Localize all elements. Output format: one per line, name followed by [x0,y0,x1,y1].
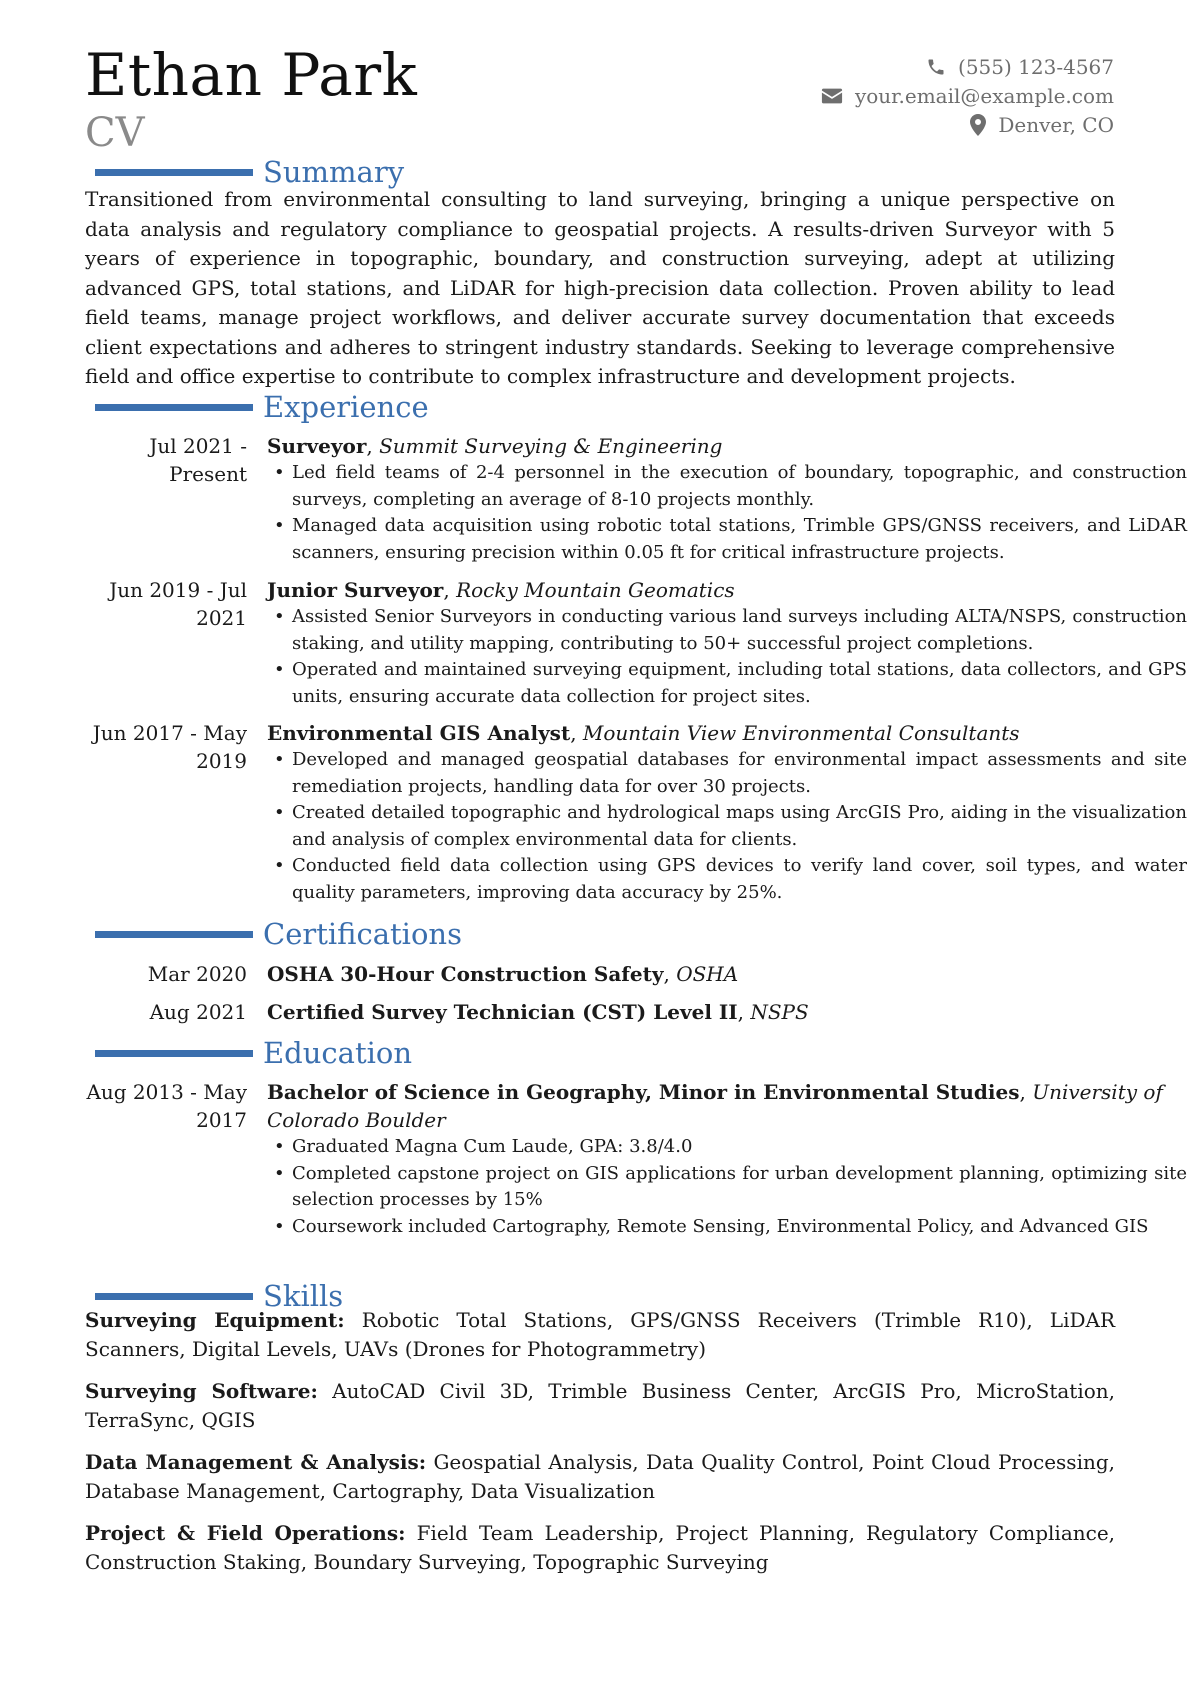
bullet-item: • Led field teams of 2-4 personnel in the execution of boundary, topographic, and construction surveys, completing an average of 8-10 projects monthly. [267,460,1187,513]
entry-date: Aug 2013 - May 2017 [86,1080,247,1132]
entry-date: Jun 2017 - May 2019 [92,721,247,773]
skill-value: Field Team Leadership, Project Planning, Regulatory Compliance, Construction Staking, Boundary Surveying, Topographic Surveying [85,1521,1116,1574]
entry-body: OSHA 30-Hour Construction Safety, OSHA [267,962,739,986]
contact-email [821,81,1114,110]
section-title: Skills [263,1279,344,1313]
section-title: Education [263,1036,413,1070]
bullet-list [267,1134,1187,1240]
skill-item [85,1306,1115,1364]
contact-block [821,52,1114,139]
entry-body [267,576,1187,710]
email-address[interactable]: your.email@example.com [854,83,1114,108]
phone-icon [926,57,946,77]
section-title: Certifications [263,917,462,951]
entry-heading: Junior Surveyor, Rocky Mountain Geomatics [267,578,735,602]
skill-value: Robotic Total Stations, GPS/GNSS Receivers (Trimble R10), LiDAR Scanners, Digital Levels, UAVs (Drones for Photogrammetry) [85,1308,1116,1361]
map-marker-icon [970,114,986,136]
section-accent-bar [95,1293,253,1300]
entry-body [267,719,1187,906]
bullet-list [267,604,1187,710]
skill-item [85,1377,1115,1435]
entry-date: Jun 2019 - Jul 2021 [109,578,247,630]
job-title: Surveyor [267,434,367,458]
section-certifications-heading [95,916,462,952]
employer: Rocky Mountain Geomatics [456,578,735,602]
document-subtitle: CV [85,110,145,156]
skill-item [85,1448,1115,1506]
entry-heading: Surveyor, Summit Surveying & Engineering [267,434,723,458]
bullet-item: • Developed and managed geospatial databases for environmental impact assessments and site remediation projects, handling data for over 30 projects. [267,747,1187,800]
envelope-icon [821,87,843,105]
section-accent-bar [95,1050,253,1057]
bullet-item: • Created detailed topographic and hydrological maps using ArcGIS Pro, aiding in the visualization and analysis of complex environmental data for clients. [267,800,1187,853]
entry-heading: Bachelor of Science in Geography, Minor in Environmental Studies, University of Colorado Boulder [267,1080,1163,1132]
section-accent-bar [95,404,253,411]
bullet-item: • Assisted Senior Surveyors in conducting various land surveys including ALTA/NSPS, construction staking, and utility mapping, contributing to 50+ successful project completions. [267,604,1187,657]
entry-body [267,432,1187,566]
bullet-item: • Operated and maintained surveying equipment, including total stations, data collectors, and GPS units, ensuring accurate data collection for project sites. [267,657,1187,710]
bullet-item: • Graduated Magna Cum Laude, GPA: 3.8/4.0 [267,1134,1187,1161]
section-education-heading [95,1035,412,1071]
certification-title: Certified Survey Technician (CST) Level II [267,1000,738,1024]
entry-body: Certified Survey Technician (CST) Level II, NSPS [267,1000,809,1024]
bullet-list [267,460,1187,566]
bullet-item: • Conducted field data collection using GPS devices to verify land cover, soil types, and water quality parameters, improving data accuracy by 25%. [267,853,1187,906]
bullet-item: • Coursework included Cartography, Remote Sensing, Environmental Policy, and Advanced GIS [267,1214,1187,1241]
bullet-list [267,747,1187,906]
section-title: Experience [263,390,429,424]
degree-title: Bachelor of Science in Geography, Minor in Environmental Studies [267,1080,1020,1104]
section-experience-heading [95,389,429,425]
skill-label: Surveying Equipment: [85,1308,345,1332]
certification-issuer: NSPS [750,1000,809,1024]
skill-label: Data Management & Analysis: [85,1450,427,1474]
skill-label: Surveying Software: [85,1379,318,1403]
skill-value: AutoCAD Civil 3D, Trimble Business Center, ArcGIS Pro, MicroStation, TerraSync, QGIS [85,1379,1115,1432]
job-title: Junior Surveyor [267,578,444,602]
entry-date: Jul 2021 - Present [149,434,247,486]
employer: Mountain View Environmental Consultants [582,721,1020,745]
skill-value: Geospatial Analysis, Data Quality Control, Point Cloud Processing, Database Management, Cartography, Data Visualization [85,1450,1116,1503]
employer: Summit Surveying & Engineering [379,434,723,458]
job-title: Environmental GIS Analyst [267,721,571,745]
entry-heading: Environmental GIS Analyst, Mountain View Environmental Consultants [267,721,1020,745]
phone-number[interactable]: (555) 123-4567 [958,54,1114,79]
summary-paragraph: Transitioned from environmental consulting to land surveying, bringing a unique perspective on data analysis and regulatory compliance to geospatial projects. A results-driven Surveyor with 5 years of experience in topographic, boundary, and construction surveying, adept at utilizing advanced GPS, total stations, and LiDAR for high-precision data collection. Proven ability to lead field teams, manage project workflows, and deliver accurate survey documentation that exceeds client expectations and adheres to stringent industry standards. Seeking to leverage comprehensive field and office expertise to contribute to complex infrastructure and development projects. [85,187,1115,388]
certification-title: OSHA 30-Hour Construction Safety [267,962,664,986]
contact-location [821,110,1114,139]
bullet-item: • Completed capstone project on GIS applications for urban development planning, optimizing site selection processes by 15% [267,1161,1187,1214]
candidate-name: Ethan Park [85,41,418,109]
location-text: Denver, CO [998,112,1114,137]
skills-list [85,1306,1115,1590]
skill-item [85,1519,1115,1577]
contact-phone [821,52,1114,81]
section-accent-bar [95,169,253,176]
certification-issuer: OSHA [676,962,739,986]
skill-label: Project & Field Operations: [85,1521,406,1545]
entry-date: Mar 2020 [147,962,247,986]
institution: University of Colorado Boulder [267,1080,1163,1132]
entry-date: Aug 2021 [149,1000,247,1024]
bullet-item: • Managed data acquisition using robotic total stations, Trimble GPS/GNSS receivers, and LiDAR scanners, ensuring precision within 0.05 ft for critical infrastructure projects. [267,513,1187,566]
section-title: Summary [263,155,405,189]
section-accent-bar [95,931,253,938]
entry-body [267,1078,1187,1240]
